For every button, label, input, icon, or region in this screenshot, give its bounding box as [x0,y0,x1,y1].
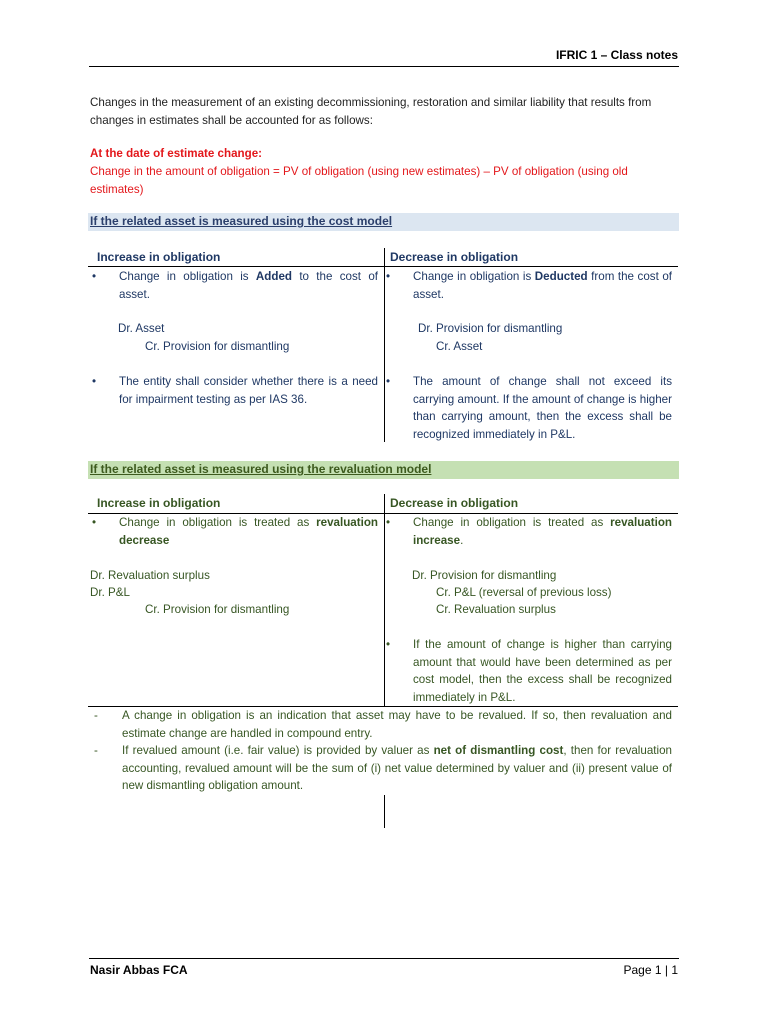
bullet-icon: • [92,375,97,388]
cost-increase-bullet-2: The entity shall consider whether there is a need for impairment testing as per IAS 36. [119,375,378,406]
reval-increase-entry-dr2: Dr. P&L [90,586,130,599]
intro-paragraph: Changes in the measurement of an existing decommissioning, restoration and similar liability that results from changes in estimates shall be accounted for as follows: [90,96,652,127]
cost-increase-bullet-1: Change in obligation is Added to the cost of asset. [119,270,378,301]
cost-decrease-entry-cr: Cr. Asset [436,340,483,353]
list-item [384,268,672,303]
cost-increase-entry-dr: Dr. Asset [118,322,165,335]
reval-decrease-bullet-2: If the amount of change is higher than carrying amount that would have been determined as per cost model, then the excess shall be recognized immediately in P&L. [413,638,672,704]
reval-decrease-heading: Decrease in obligation [390,496,519,510]
reval-increase-heading: Increase in obligation [97,496,221,510]
footer-rule [89,958,679,959]
cost-model-title: If the related asset is measured using the cost model [90,214,393,228]
reval-decrease-bullet-1: Change in obligation is treated as revaluation increase. [413,516,672,547]
cost-increase-heading: Increase in obligation [97,250,221,264]
reval-increase-bullet-1: Change in obligation is treated as revaluation decrease [119,516,378,547]
cost-decrease-bullet-2: The amount of change shall not exceed its carrying amount. If the amount of change is higher than carrying amount, then the excess shall be recognized immediately in P&L. [413,375,672,441]
cost-model-band [88,213,679,231]
reval-decrease-entry-cr1: Cr. P&L (reversal of previous loss) [436,586,612,599]
reval-increase-cell [90,514,378,549]
bullet-icon: • [386,638,391,651]
bullet-icon: • [386,375,391,388]
revaluation-model-title: If the related asset is measured using the revaluation model [90,462,432,476]
list-item [384,514,672,549]
cost-increase-cell-2 [90,373,378,408]
header-rule [89,66,679,67]
bullet-icon: • [386,516,391,529]
bullet-icon: • [92,270,97,283]
bullet-icon: • [92,516,97,529]
reval-decrease-cell [384,514,672,549]
estimate-change-heading: At the date of estimate change: [90,147,263,160]
revaluation-note-2: If revalued amount (i.e. fair value) is provided by valuer as net of dismantling cost, then for revaluation accounting, revalued amount will be the sum of (i) net value determined by valuer and (ii) present value of new dismantling obligation amount. [122,744,672,792]
revaluation-model-band [88,461,679,479]
cost-decrease-cell [384,268,672,303]
reval-decrease-entry-dr: Dr. Provision for dismantling [412,569,557,582]
reval-increase-entry-dr1: Dr. Revaluation surplus [90,569,210,582]
footer-author: Nasir Abbas FCA [90,963,188,977]
list-item [384,636,672,706]
estimate-change-formula: Change in the amount of obligation = PV of obligation (using new estimates) – PV of obligation (using old estimates) [90,165,628,196]
list-item [90,268,378,303]
reval-increase-entry-cr: Cr. Provision for dismantling [145,603,290,616]
document-header-title: IFRIC 1 – Class notes [555,48,678,62]
list-item [90,707,672,742]
list-item [384,373,672,443]
cost-decrease-bullet-1: Change in obligation is Deducted from the cost of asset. [413,270,673,301]
revaluation-notes [90,707,672,795]
list-item [90,373,378,408]
cost-decrease-heading: Decrease in obligation [390,250,519,264]
dash-icon: - [94,744,98,757]
reval-decrease-cell-2 [384,636,672,706]
cost-decrease-entry-dr: Dr. Provision for dismantling [418,322,563,335]
footer-page-number: Page 1 | 1 [623,963,678,977]
cost-decrease-cell-2 [384,373,672,443]
dash-icon: - [94,709,98,722]
reval-decrease-entry-cr2: Cr. Revaluation surplus [436,603,556,616]
list-item [90,742,672,795]
list-item [90,514,378,549]
revaluation-note-1: A change in obligation is an indication that asset may have to be revalued. If so, then revaluation and estimate change are handled in compound entry. [122,709,672,740]
trailing-divider [384,795,385,828]
bullet-icon: • [386,270,391,283]
cost-increase-entry-cr: Cr. Provision for dismantling [145,340,290,353]
cost-increase-cell [90,268,378,303]
